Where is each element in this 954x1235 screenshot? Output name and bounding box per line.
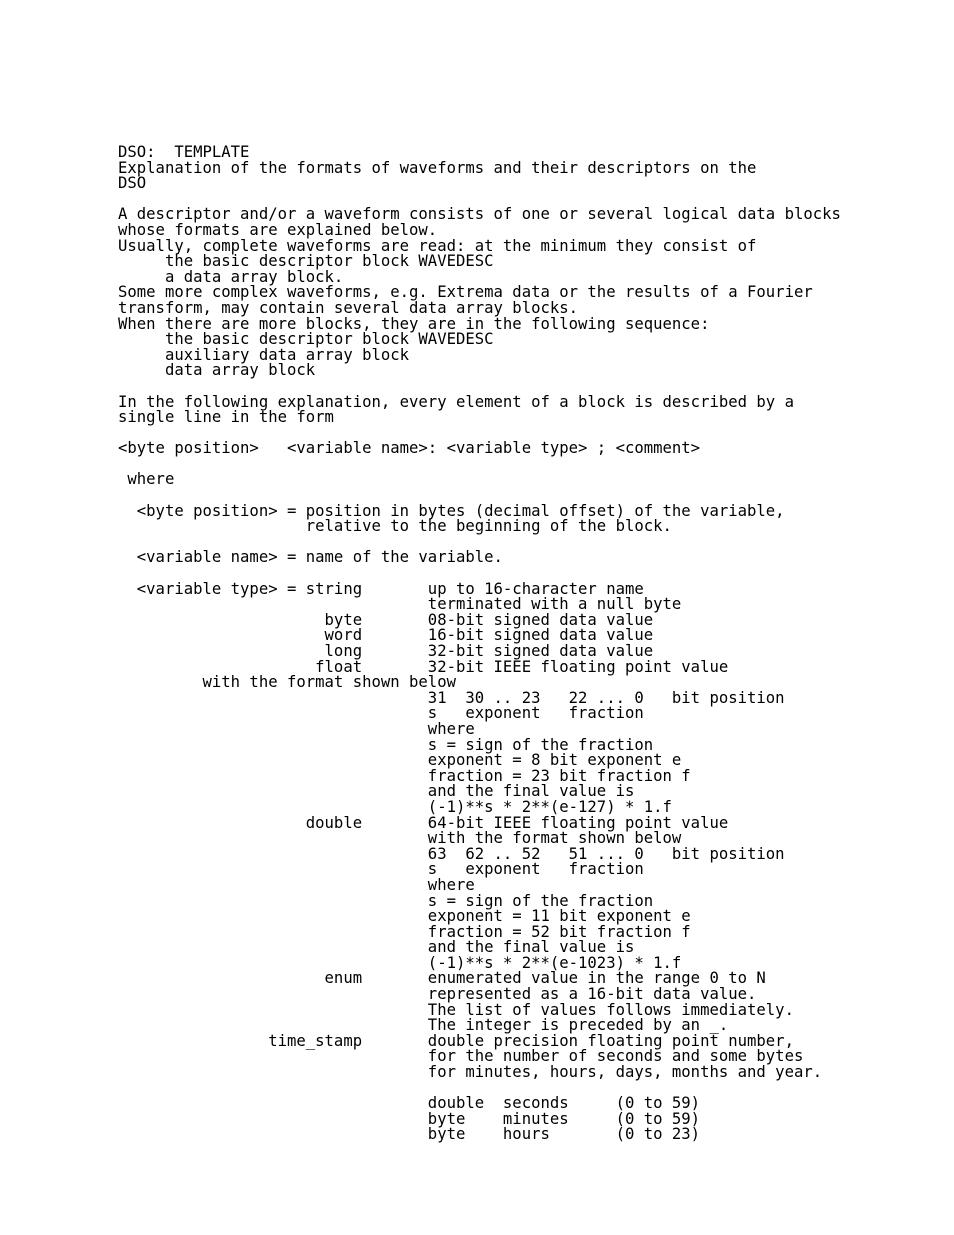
text-line: double 64-bit IEEE floating point value (118, 813, 729, 832)
document-page (118, 145, 948, 1143)
text-line: fraction = 52 bit fraction f (118, 922, 691, 941)
text-line: <variable name> = name of the variable. (118, 548, 503, 567)
text-line: for minutes, hours, days, months and year. (118, 1063, 823, 1082)
text-line: (-1)**s * 2**(e-127) * 1.f (118, 797, 672, 816)
text-line: exponent = 8 bit exponent e (118, 751, 682, 770)
text-line: s = sign of the fraction (118, 891, 654, 910)
text-line: exponent = 11 bit exponent e (118, 907, 691, 926)
text-line: <byte position> <variable name>: <variable type> ; <comment> (118, 439, 701, 458)
text-line: long 32-bit signed data value (118, 642, 654, 660)
text-line: byte 08-bit signed data value (118, 610, 654, 629)
text-line: and the final value is (118, 938, 635, 957)
text-line: <byte position> = position in bytes (decimal offset) of the variable, (118, 501, 785, 520)
text-line: whose formats are explained below. (118, 220, 438, 239)
text-line: a data array block. (118, 267, 344, 286)
text-line: data array block (118, 361, 316, 380)
text-line: single line in the form (118, 408, 334, 427)
text-line: s exponent fraction (118, 704, 644, 723)
text-line: When there are more blocks, they are in the following sequence: (118, 314, 710, 333)
text-line: fraction = 23 bit fraction f (118, 766, 691, 785)
text-line: 31 30 .. 23 22 ... 0 bit position (118, 688, 785, 707)
text-line: A descriptor and/or a waveform consists of one or several logical data blocks (118, 205, 841, 224)
text-line: 63 62 .. 52 51 ... 0 bit position (118, 844, 785, 863)
text-line: where (118, 719, 475, 738)
text-line: float 32-bit IEEE floating point value (118, 657, 729, 676)
text-line: with the format shown below (118, 673, 456, 692)
text-line: where (118, 875, 475, 894)
text-line: transform, may contain several data array blocks. (118, 298, 579, 317)
text-line: DSO: TEMPLATE (118, 143, 250, 161)
text-line: Explanation of the formats of waveforms and their descriptors on the (118, 158, 757, 177)
text-line: The integer is preceded by an _. (118, 1016, 729, 1035)
text-line: and the final value is (118, 782, 635, 801)
text-line: double seconds (0 to 59) (118, 1094, 701, 1113)
text-line: auxiliary data array block (118, 345, 410, 364)
text-line: represented as a 16-bit data value. (118, 985, 757, 1004)
text-line: In the following explanation, every element of a block is described by a (118, 392, 794, 411)
text-line: where (118, 470, 175, 489)
text-line: s = sign of the fraction (118, 735, 654, 754)
text-line: Some more complex waveforms, e.g. Extrema data or the results of a Fourier (118, 283, 813, 302)
text-line: the basic descriptor block WAVEDESC (118, 252, 494, 271)
text-line: byte minutes (0 to 59) (118, 1109, 701, 1128)
text-line: the basic descriptor block WAVEDESC (118, 330, 494, 349)
text-line: Usually, complete waveforms are read: at the minimum they consist of (118, 236, 757, 255)
text-line: for the number of seconds and some bytes (118, 1047, 804, 1066)
text-line (118, 457, 948, 473)
text-line: byte hours (0 to 23) (118, 1125, 701, 1144)
text-line: with the format shown below (118, 829, 682, 848)
text-line: enum enumerated value in the range 0 to N (118, 969, 766, 988)
text-line: DSO (118, 174, 147, 193)
text-line: relative to the beginning of the block. (118, 517, 672, 536)
text-line: time_stamp double precision floating point number, (118, 1031, 794, 1050)
text-line: s exponent fraction (118, 860, 644, 879)
text-line: word 16-bit signed data value (118, 626, 654, 645)
text-line: terminated with a null byte (118, 595, 682, 614)
text-line: <variable type> = string up to 16-character name (118, 579, 644, 598)
text-line: The list of values follows immediately. (118, 1000, 794, 1019)
text-line: (-1)**s * 2**(e-1023) * 1.f (118, 953, 682, 972)
